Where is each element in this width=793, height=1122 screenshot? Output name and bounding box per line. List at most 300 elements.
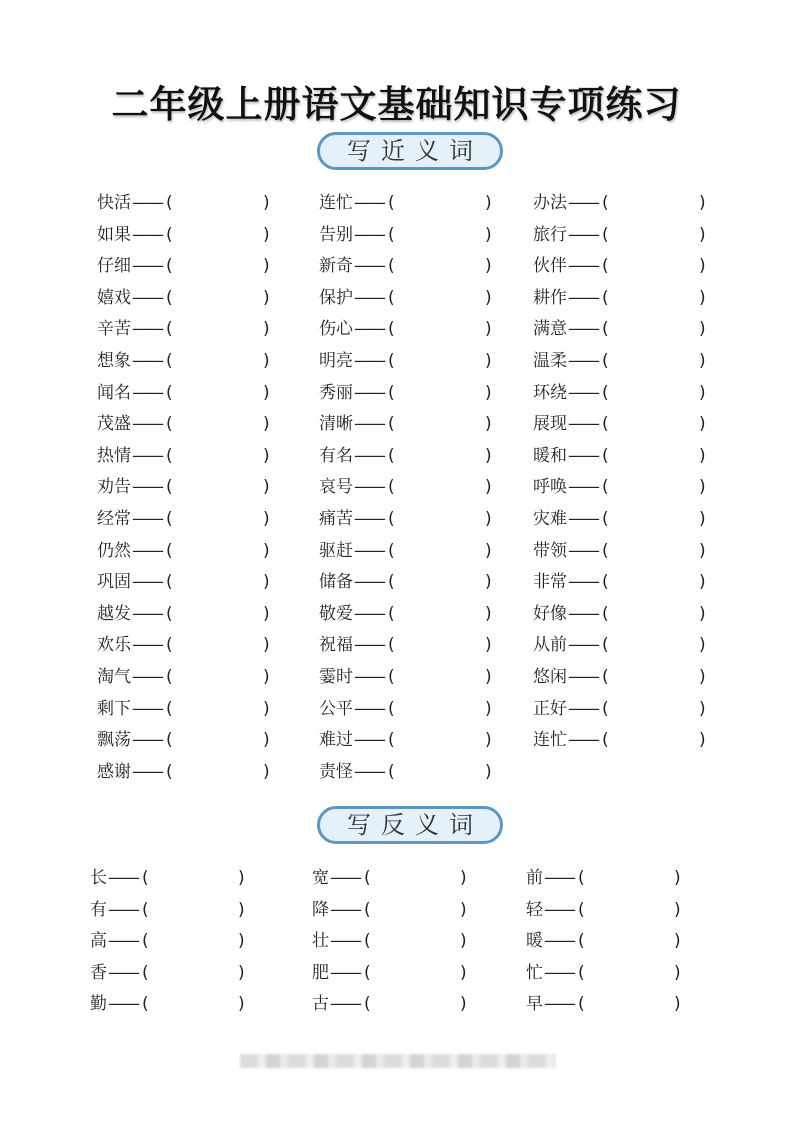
dash-separator: —— — [568, 509, 598, 529]
answer-blank-close: ) — [699, 698, 706, 719]
answer-blank-open[interactable]: ( — [578, 868, 585, 888]
dash-separator: —— — [354, 540, 384, 561]
answer-blank-close: ) — [485, 414, 492, 435]
answer-blank-open[interactable]: ( — [578, 931, 585, 951]
prompt-word: 暖和 — [533, 445, 567, 466]
answer-blank-open[interactable]: ( — [388, 287, 395, 308]
dash-separator: —— — [354, 761, 384, 782]
answer-blank-open[interactable]: ( — [602, 572, 609, 593]
prompt-word: 宽 — [312, 868, 329, 888]
answer-blank-open[interactable]: ( — [388, 319, 395, 340]
answer-blank-open[interactable]: ( — [166, 730, 173, 751]
prompt-word: 环绕 — [533, 382, 567, 403]
answer-blank-open[interactable]: ( — [388, 382, 395, 403]
answer-blank-open[interactable]: ( — [166, 603, 173, 624]
dash-separator: —— — [132, 224, 162, 245]
answer-blank-close: ) — [263, 635, 270, 656]
section-heading-synonyms: 写近义词 — [317, 132, 503, 170]
answer-blank-close: ) — [238, 994, 245, 1014]
answer-blank-close: ) — [460, 868, 467, 888]
prompt-word: 正好 — [533, 698, 567, 719]
answer-blank-open[interactable]: ( — [166, 761, 173, 782]
answer-blank-open[interactable]: ( — [602, 319, 609, 340]
antonym-item — [90, 990, 245, 1018]
prompt-word: 从前 — [533, 635, 567, 656]
answer-blank-close: ) — [699, 572, 706, 593]
dash-separator: —— — [544, 994, 574, 1014]
prompt-word: 前 — [526, 868, 543, 888]
answer-blank-open[interactable]: ( — [602, 635, 609, 656]
prompt-word: 辛苦 — [97, 319, 131, 340]
answer-blank-close: ) — [238, 931, 245, 951]
answer-blank-open[interactable]: ( — [166, 698, 173, 719]
answer-blank-close: ) — [485, 445, 492, 466]
dash-separator: —— — [354, 382, 384, 403]
answer-blank-open[interactable]: ( — [388, 509, 395, 529]
answer-blank-open[interactable]: ( — [166, 193, 173, 213]
prompt-word: 高 — [90, 931, 107, 951]
dash-separator: —— — [330, 868, 360, 888]
dash-separator: —— — [544, 931, 574, 951]
prompt-word: 秀丽 — [319, 382, 353, 403]
prompt-word: 仔细 — [97, 256, 131, 277]
dash-separator: —— — [108, 868, 138, 888]
dash-separator: —— — [568, 445, 598, 466]
dash-separator: —— — [354, 509, 384, 529]
answer-blank-close: ) — [263, 256, 270, 277]
dash-separator: —— — [132, 256, 162, 277]
prompt-word: 呼唤 — [533, 477, 567, 498]
dash-separator: —— — [330, 931, 360, 951]
dash-separator: —— — [132, 414, 162, 435]
antonym-item — [90, 927, 245, 955]
dash-separator: —— — [354, 414, 384, 435]
answer-blank-close: ) — [460, 994, 467, 1014]
prompt-word: 想象 — [97, 351, 131, 371]
prompt-word: 劝告 — [97, 477, 131, 498]
dash-separator: —— — [354, 351, 384, 371]
prompt-word: 快活 — [97, 193, 131, 213]
dash-separator: —— — [354, 224, 384, 245]
answer-blank-open[interactable]: ( — [142, 962, 149, 983]
answer-blank-open[interactable]: ( — [388, 635, 395, 656]
dash-separator: —— — [330, 994, 360, 1014]
answer-blank-open[interactable]: ( — [602, 540, 609, 561]
answer-blank-close: ) — [263, 667, 270, 687]
answer-blank-open[interactable]: ( — [166, 414, 173, 435]
dash-separator: —— — [568, 603, 598, 624]
prompt-word: 保护 — [319, 287, 353, 308]
answer-blank-open[interactable]: ( — [578, 962, 585, 983]
answer-blank-open[interactable]: ( — [166, 224, 173, 245]
answer-blank-open[interactable]: ( — [578, 994, 585, 1014]
prompt-word: 飘荡 — [97, 730, 131, 751]
prompt-word: 香 — [90, 962, 107, 983]
answer-blank-close: ) — [674, 962, 681, 983]
answer-blank-close: ) — [699, 414, 706, 435]
dash-separator: —— — [354, 635, 384, 656]
answer-blank-open[interactable]: ( — [388, 698, 395, 719]
answer-blank-open[interactable]: ( — [166, 256, 173, 277]
dash-separator: —— — [108, 994, 138, 1014]
answer-blank-close: ) — [238, 962, 245, 983]
answer-blank-close: ) — [699, 477, 706, 498]
answer-blank-close: ) — [485, 477, 492, 498]
prompt-word: 早 — [526, 994, 543, 1014]
answer-blank-open[interactable]: ( — [388, 761, 395, 782]
prompt-word: 哀号 — [319, 477, 353, 498]
prompt-word: 经常 — [97, 509, 131, 529]
antonym-item — [526, 990, 681, 1018]
dash-separator: —— — [132, 319, 162, 340]
dash-separator: —— — [544, 962, 574, 983]
dash-separator: —— — [330, 962, 360, 983]
answer-blank-open[interactable]: ( — [602, 477, 609, 498]
dash-separator: —— — [354, 445, 384, 466]
answer-blank-close: ) — [485, 698, 492, 719]
dash-separator: —— — [132, 351, 162, 371]
dash-separator: —— — [568, 319, 598, 340]
antonym-item — [312, 990, 467, 1018]
dash-separator: —— — [354, 256, 384, 277]
answer-blank-open[interactable]: ( — [578, 899, 585, 920]
answer-blank-close: ) — [460, 962, 467, 983]
answer-blank-open[interactable]: ( — [602, 730, 609, 751]
answer-blank-close: ) — [674, 994, 681, 1014]
prompt-word: 旅行 — [533, 224, 567, 245]
prompt-word: 欢乐 — [97, 635, 131, 656]
antonym-item — [312, 927, 467, 955]
antonym-item — [90, 959, 245, 987]
answer-blank-close: ) — [263, 382, 270, 403]
answer-blank-close: ) — [238, 868, 245, 888]
prompt-word: 仍然 — [97, 540, 131, 561]
answer-blank-open[interactable]: ( — [388, 603, 395, 624]
answer-blank-close: ) — [485, 667, 492, 687]
dash-separator: —— — [330, 899, 360, 920]
antonym-item — [90, 864, 245, 892]
prompt-word: 肥 — [312, 962, 329, 983]
antonym-item — [312, 864, 467, 892]
answer-blank-close: ) — [485, 224, 492, 245]
answer-blank-open[interactable]: ( — [602, 224, 609, 245]
prompt-word: 感谢 — [97, 761, 131, 782]
dash-separator: —— — [354, 698, 384, 719]
dash-separator: —— — [354, 193, 384, 213]
answer-blank-close: ) — [485, 540, 492, 561]
answer-blank-close: ) — [699, 319, 706, 340]
dash-separator: —— — [568, 351, 598, 371]
prompt-word: 展现 — [533, 414, 567, 435]
answer-blank-close: ) — [485, 351, 492, 371]
prompt-word: 伙伴 — [533, 256, 567, 277]
dash-separator: —— — [354, 730, 384, 751]
prompt-word: 非常 — [533, 572, 567, 593]
answer-blank-open[interactable]: ( — [602, 414, 609, 435]
dash-separator: —— — [568, 477, 598, 498]
prompt-word: 耕作 — [533, 287, 567, 308]
blurred-footer-watermark — [240, 1054, 555, 1068]
answer-blank-open[interactable]: ( — [388, 667, 395, 687]
dash-separator: —— — [132, 477, 162, 498]
prompt-word: 清晰 — [319, 414, 353, 435]
antonym-item — [526, 927, 681, 955]
answer-blank-open[interactable]: ( — [364, 962, 371, 983]
answer-blank-open[interactable]: ( — [388, 414, 395, 435]
prompt-word: 忙 — [526, 962, 543, 983]
answer-blank-close: ) — [699, 256, 706, 277]
dash-separator: —— — [108, 899, 138, 920]
dash-separator: —— — [568, 382, 598, 403]
answer-blank-open[interactable]: ( — [166, 667, 173, 687]
answer-blank-close: ) — [263, 572, 270, 593]
answer-blank-close: ) — [485, 509, 492, 529]
answer-blank-open[interactable]: ( — [364, 931, 371, 951]
answer-blank-close: ) — [699, 224, 706, 245]
answer-blank-close: ) — [485, 730, 492, 751]
answer-blank-open[interactable]: ( — [602, 382, 609, 403]
answer-blank-open[interactable]: ( — [602, 193, 609, 213]
answer-blank-open[interactable]: ( — [166, 445, 173, 466]
prompt-word: 告别 — [319, 224, 353, 245]
answer-blank-open[interactable]: ( — [602, 256, 609, 277]
answer-blank-open[interactable]: ( — [388, 572, 395, 593]
dash-separator: —— — [132, 667, 162, 687]
prompt-word: 轻 — [526, 899, 543, 920]
answer-blank-close: ) — [263, 224, 270, 245]
prompt-word: 暖 — [526, 931, 543, 951]
prompt-word: 有 — [90, 899, 107, 920]
answer-blank-open[interactable]: ( — [364, 899, 371, 920]
prompt-word: 巩固 — [97, 572, 131, 593]
answer-blank-close: ) — [460, 899, 467, 920]
answer-blank-close: ) — [263, 287, 270, 308]
prompt-word: 公平 — [319, 698, 353, 719]
answer-blank-close: ) — [485, 382, 492, 403]
antonym-item — [526, 959, 681, 987]
dash-separator: —— — [568, 287, 598, 308]
answer-blank-close: ) — [485, 635, 492, 656]
prompt-word: 温柔 — [533, 351, 567, 371]
prompt-word: 连忙 — [533, 730, 567, 751]
answer-blank-open[interactable]: ( — [166, 319, 173, 340]
dash-separator: —— — [568, 667, 598, 687]
answer-blank-close: ) — [674, 868, 681, 888]
prompt-word: 悠闲 — [533, 667, 567, 687]
answer-blank-close: ) — [699, 667, 706, 687]
antonym-item — [526, 896, 681, 924]
dash-separator: —— — [132, 698, 162, 719]
answer-blank-close: ) — [263, 509, 270, 529]
dash-separator: —— — [132, 287, 162, 308]
answer-blank-open[interactable]: ( — [388, 477, 395, 498]
prompt-word: 茂盛 — [97, 414, 131, 435]
answer-blank-open[interactable]: ( — [602, 603, 609, 624]
prompt-word: 勤 — [90, 994, 107, 1014]
answer-blank-close: ) — [674, 931, 681, 951]
prompt-word: 驱赶 — [319, 540, 353, 561]
dash-separator: —— — [108, 931, 138, 951]
answer-blank-close: ) — [699, 635, 706, 656]
prompt-word: 难过 — [319, 730, 353, 751]
prompt-word: 敬爱 — [319, 603, 353, 624]
answer-blank-close: ) — [485, 572, 492, 593]
answer-blank-open[interactable]: ( — [388, 351, 395, 371]
prompt-word: 淘气 — [97, 667, 131, 687]
answer-blank-close: ) — [263, 193, 270, 213]
dash-separator: —— — [108, 962, 138, 983]
prompt-word: 痛苦 — [319, 509, 353, 529]
section-heading-antonyms: 写反义词 — [317, 806, 503, 844]
answer-blank-open[interactable]: ( — [602, 667, 609, 687]
prompt-word: 霎时 — [319, 667, 353, 687]
answer-blank-close: ) — [263, 319, 270, 340]
prompt-word: 连忙 — [319, 193, 353, 213]
answer-blank-close: ) — [699, 540, 706, 561]
dash-separator: —— — [132, 509, 162, 529]
answer-blank-open[interactable]: ( — [602, 509, 609, 529]
prompt-word: 嬉戏 — [97, 287, 131, 308]
answer-blank-open[interactable]: ( — [166, 572, 173, 593]
answer-blank-close: ) — [699, 509, 706, 529]
answer-blank-close: ) — [263, 698, 270, 719]
prompt-word: 好像 — [533, 603, 567, 624]
dash-separator: —— — [354, 319, 384, 340]
answer-blank-open[interactable]: ( — [602, 287, 609, 308]
answer-blank-open[interactable]: ( — [166, 287, 173, 308]
answer-blank-close: ) — [263, 477, 270, 498]
answer-blank-close: ) — [699, 445, 706, 466]
answer-blank-close: ) — [238, 899, 245, 920]
dash-separator: —— — [132, 730, 162, 751]
prompt-word: 满意 — [533, 319, 567, 340]
answer-blank-open[interactable]: ( — [166, 382, 173, 403]
answer-blank-close: ) — [485, 256, 492, 277]
prompt-word: 如果 — [97, 224, 131, 245]
answer-blank-open[interactable]: ( — [142, 868, 149, 888]
answer-blank-close: ) — [699, 287, 706, 308]
answer-blank-open[interactable]: ( — [602, 351, 609, 371]
dash-separator: —— — [568, 193, 598, 213]
dash-separator: —— — [132, 445, 162, 466]
answer-blank-open[interactable]: ( — [388, 256, 395, 277]
answer-blank-close: ) — [460, 931, 467, 951]
answer-blank-open[interactable]: ( — [388, 445, 395, 466]
answer-blank-open[interactable]: ( — [142, 994, 149, 1014]
answer-blank-close: ) — [263, 540, 270, 561]
dash-separator: —— — [354, 287, 384, 308]
antonym-item — [312, 959, 467, 987]
answer-blank-open[interactable]: ( — [166, 635, 173, 656]
prompt-word: 祝福 — [319, 635, 353, 656]
prompt-word: 降 — [312, 899, 329, 920]
prompt-word: 灾难 — [533, 509, 567, 529]
prompt-word: 越发 — [97, 603, 131, 624]
dash-separator: —— — [568, 414, 598, 435]
answer-blank-open[interactable]: ( — [388, 224, 395, 245]
dash-separator: —— — [132, 761, 162, 782]
prompt-word: 有名 — [319, 445, 353, 466]
answer-blank-close: ) — [263, 603, 270, 624]
dash-separator: —— — [568, 698, 598, 719]
dash-separator: —— — [544, 868, 574, 888]
prompt-word: 闻名 — [97, 382, 131, 403]
dash-separator: —— — [132, 572, 162, 593]
answer-blank-close: ) — [485, 319, 492, 340]
answer-blank-close: ) — [674, 899, 681, 920]
answer-blank-open[interactable]: ( — [142, 899, 149, 920]
prompt-word: 壮 — [312, 931, 329, 951]
prompt-word: 办法 — [533, 193, 567, 213]
dash-separator: —— — [544, 899, 574, 920]
answer-blank-open[interactable]: ( — [166, 540, 173, 561]
answer-blank-close: ) — [699, 603, 706, 624]
dash-separator: —— — [568, 256, 598, 277]
dash-separator: —— — [132, 540, 162, 561]
dash-separator: —— — [568, 572, 598, 593]
answer-blank-close: ) — [485, 603, 492, 624]
dash-separator: —— — [354, 667, 384, 687]
answer-blank-close: ) — [263, 351, 270, 371]
dash-separator: —— — [132, 193, 162, 213]
dash-separator: —— — [132, 603, 162, 624]
answer-blank-open[interactable]: ( — [388, 540, 395, 561]
antonym-item — [90, 896, 245, 924]
dash-separator: —— — [132, 382, 162, 403]
answer-blank-open[interactable]: ( — [602, 445, 609, 466]
answer-blank-close: ) — [699, 193, 706, 213]
dash-separator: —— — [568, 540, 598, 561]
answer-blank-close: ) — [263, 414, 270, 435]
prompt-word: 伤心 — [319, 319, 353, 340]
answer-blank-open[interactable]: ( — [166, 477, 173, 498]
dash-separator: —— — [568, 635, 598, 656]
answer-blank-open[interactable]: ( — [364, 994, 371, 1014]
prompt-word: 明亮 — [319, 351, 353, 371]
prompt-word: 长 — [90, 868, 107, 888]
dash-separator: —— — [354, 477, 384, 498]
answer-blank-close: ) — [485, 193, 492, 213]
prompt-word: 剩下 — [97, 698, 131, 719]
answer-blank-close: ) — [699, 382, 706, 403]
answer-blank-open[interactable]: ( — [388, 730, 395, 751]
dash-separator: —— — [568, 224, 598, 245]
answer-blank-close: ) — [699, 730, 706, 751]
answer-blank-open[interactable]: ( — [166, 351, 173, 371]
dash-separator: —— — [354, 603, 384, 624]
answer-blank-close: ) — [263, 730, 270, 751]
prompt-word: 责怪 — [319, 761, 353, 782]
answer-blank-open[interactable]: ( — [364, 868, 371, 888]
prompt-word: 新奇 — [319, 256, 353, 277]
antonym-item — [526, 864, 681, 892]
antonym-item — [312, 896, 467, 924]
answer-blank-open[interactable]: ( — [142, 931, 149, 951]
prompt-word: 古 — [312, 994, 329, 1014]
answer-blank-open[interactable]: ( — [602, 698, 609, 719]
dash-separator: —— — [568, 730, 598, 751]
prompt-word: 带领 — [533, 540, 567, 561]
prompt-word: 储备 — [319, 572, 353, 593]
answer-blank-open[interactable]: ( — [388, 193, 395, 213]
answer-blank-close: ) — [263, 761, 270, 782]
answer-blank-close: ) — [699, 351, 706, 371]
page-title: 二年级上册语文基础知识专项练习 — [111, 82, 682, 126]
answer-blank-open[interactable]: ( — [166, 509, 173, 529]
prompt-word: 热情 — [97, 445, 131, 466]
answer-blank-close: ) — [263, 445, 270, 466]
dash-separator: —— — [354, 572, 384, 593]
